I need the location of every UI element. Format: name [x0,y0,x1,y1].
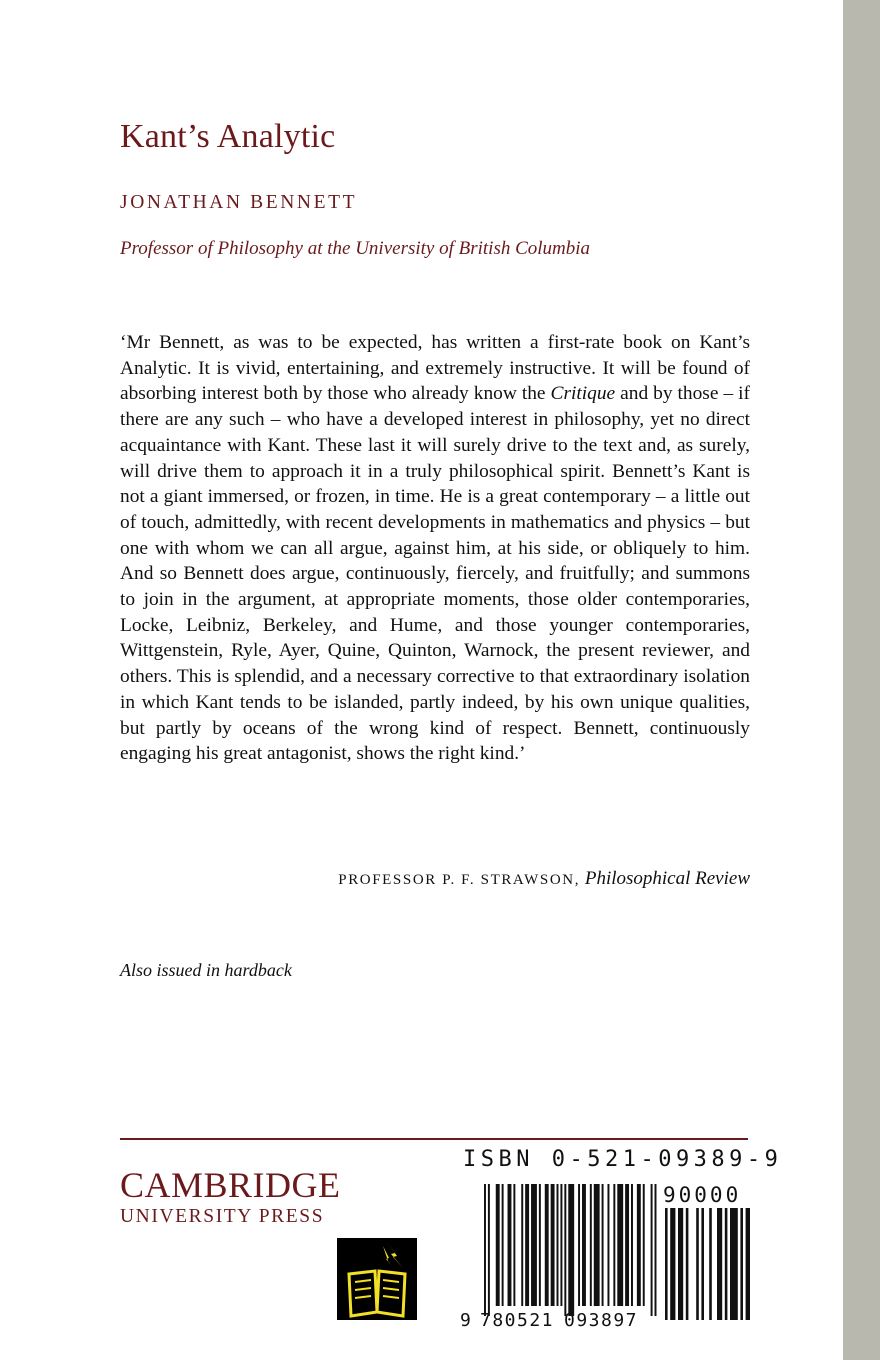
quote-italic-critique: Critique [550,383,616,405]
reviewer-name: PROFESSOR P. F. STRAWSON, [338,872,581,888]
barcode-bar [525,1184,529,1306]
barcode-bar [613,1184,615,1306]
barcode-bar [551,1184,555,1306]
barcode-bar [578,1184,580,1306]
barcode-bar [557,1184,559,1306]
barcode-bar [582,1184,586,1306]
barcode-bar [696,1208,699,1320]
price-addon-bars [665,1208,750,1320]
barcode-bar [513,1184,515,1306]
barcode-bar [560,1184,562,1306]
review-quote [120,330,750,767]
footer-divider [120,1138,748,1140]
ean-prefix-digit: 9 [460,1310,471,1328]
main-barcode-bars [484,1184,656,1316]
ean-digits-left: 780521 [480,1310,555,1328]
barcode-bar [484,1184,486,1316]
barcode-bar [521,1184,523,1306]
barcode-bar [607,1184,609,1306]
barcode-bar [502,1184,504,1306]
barcode-bar [568,1184,574,1316]
barcode-bar [531,1184,537,1306]
ean-digits-right: 093897 [564,1310,639,1328]
barcode-bar [678,1208,683,1320]
publisher-name: CAMBRIDGE [120,1165,341,1205]
ean-barcode [460,1178,750,1328]
review-source: Philosophical Review [584,868,750,889]
publisher-subname: UNIVERSITY PRESS [120,1206,325,1227]
barcode-bar [625,1184,629,1306]
barcode-bar [651,1184,653,1316]
book-title: Kant’s Analytic [120,118,336,155]
barcode-bar [717,1208,722,1320]
barcode-bar [740,1208,743,1320]
isbn-number: ISBN 0-521-09389-9 [463,1147,783,1172]
barcode-bar [643,1184,645,1306]
barcode-bar [631,1184,633,1306]
barcode-bar [539,1184,541,1306]
price-code: 90000 [663,1183,742,1207]
barcode-bar [725,1208,728,1320]
barcode-bar [564,1184,566,1316]
barcode-bar [746,1208,750,1320]
barcode-bar [508,1184,512,1306]
barcode-bar [617,1184,623,1306]
quote-text-part1: ‘Mr Bennett, as was to be expected, has written a first-rate book on Kant’s Analytic. It is vivid, entertaining, and extremely instructive. It will be found of absorbing interest both by those who already know the [120,332,750,405]
quote-text-part2: and by those – if there are any such – who have a developed interest in philosophy, yet no direct acquaintance with Kant. These last it will surely drive to the text and, as surely, will drive them to approach it in a truly philosophical spirit. Bennett’s Kant is not a giant immersed, or frozen, in time. He is a great contemporary – a little out of touch, admittedly, with recent developments in mathematics and physics – but one with whom we can all argue, against him, at his side, or obliquely to him. And so Bennett does argue, continuously, fiercely, and fruitfully; and summons to join in the argument, at appropriate moments, those older contemporaries, Locke, Leibniz, Berkeley, and Hume, and those younger contemporaries, Wittgenstein, Ryle, Ayer, Quine, Quinton, Warnock, the present reviewer, and others. This is splendid, and a necessary corrective to that extraordinary isolation in which Kant tends to be islanded, partly indeed, by his own unique qualities, but partly by oceans of the wrong kind of respect. Bennett, continuously engaging his great antagonist, shows the right kind.’ [120,383,750,765]
barcode-bar [686,1208,689,1320]
barcode-bar [590,1184,592,1306]
barcode-bar [496,1184,500,1306]
barcode-bar [488,1184,490,1316]
barcode-bar [701,1208,704,1320]
author-affiliation: Professor of Philosophy at the University of British Columbia [120,238,591,259]
barcode-bar [709,1208,712,1320]
barcode-bar [594,1184,600,1306]
barcode-bar [655,1184,657,1316]
barcode-bar [665,1208,668,1320]
spine-edge [843,0,880,1360]
barcode-bar [545,1184,549,1306]
also-issued-note: Also issued in hardback [120,960,292,980]
barcode-bar [602,1184,604,1306]
open-book-lightning-icon [337,1238,417,1320]
barcode-bar [730,1208,738,1320]
author-name: JONATHAN BENNETT [120,192,358,213]
barcode-bar [670,1208,675,1320]
quote-attribution [338,868,750,890]
barcode-bar [637,1184,641,1306]
